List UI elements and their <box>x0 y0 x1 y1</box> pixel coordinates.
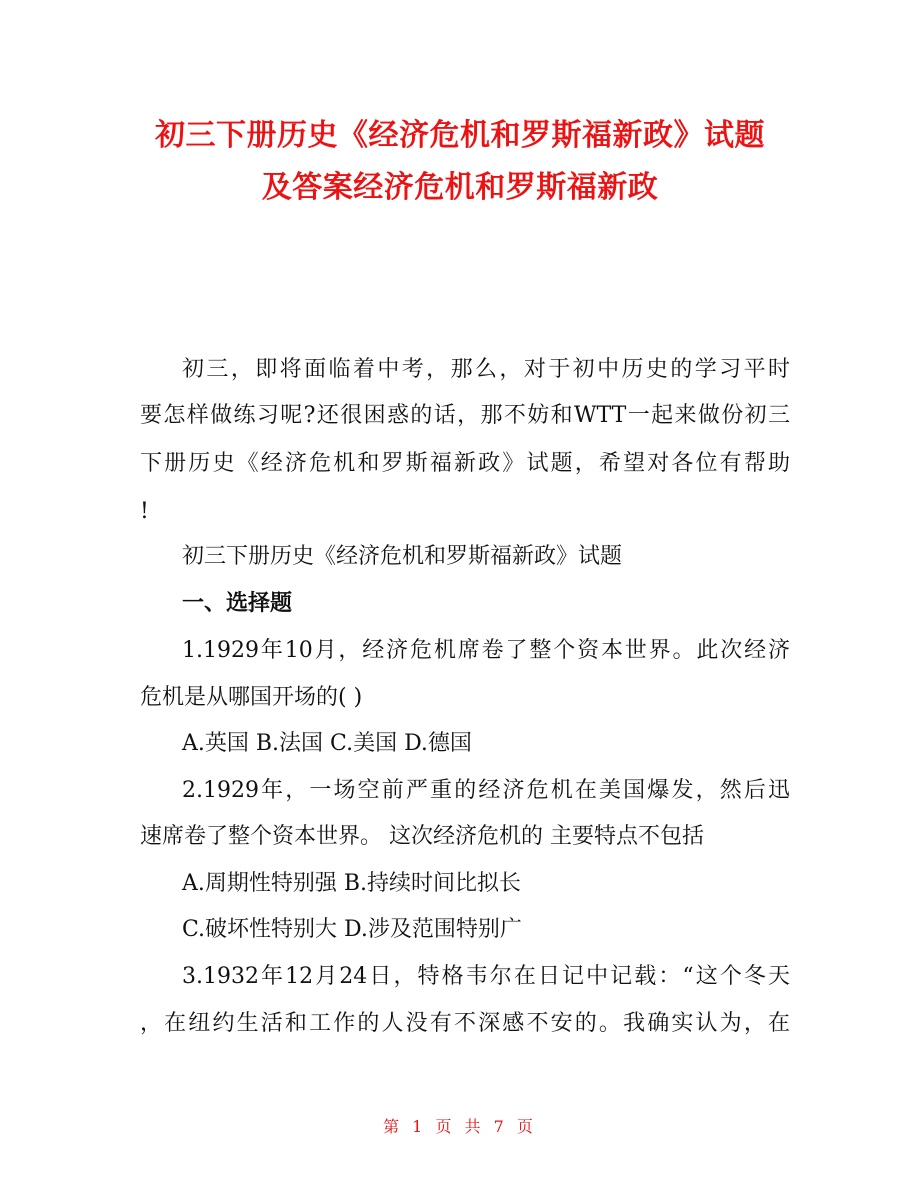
document-title-line-2: 及答案经济危机和罗斯福新政 <box>261 170 659 205</box>
subtitle: 初三下册历史《经济危机和罗斯福新政》试题 <box>182 544 623 569</box>
question-1-line-2: 危机是从哪国开场的( ) <box>140 685 363 710</box>
intro-line-2: 要怎样做练习呢?还很困惑的话，那不妨和WTT一起来做份初三 <box>140 403 790 428</box>
document-title-line-1: 初三下册历史《经济危机和罗斯福新政》试题 <box>155 118 765 153</box>
intro-line-1: 初三，即将面临着中考，那么，对于初中历史的学习平时 <box>182 357 790 382</box>
question-1-options: A.英国 B.法国 C.美国 D.德国 <box>182 731 472 756</box>
question-2-options-a: A.周期性特别强 B.持续时间比拟长 <box>182 871 522 896</box>
section-heading: 一、选择题 <box>182 591 293 616</box>
question-2-line-2: 速席卷了整个资本世界。 这次经济危机的 主要特点不包括 <box>140 824 704 849</box>
question-2-line-1: 2.1929年，一场空前严重的经济危机在美国爆发，然后迅 <box>182 778 790 803</box>
question-3-line-2: ，在纽约生活和工作的人没有不深感不安的。我确实认为，在 <box>140 1011 790 1036</box>
question-3-line-1: 3.1932年12月24日，特格韦尔在日记中记载：“这个冬天 <box>182 964 790 989</box>
page-footer: 第 1 页 共 7 页 <box>383 1117 537 1136</box>
intro-line-3: 下册历史《经济危机和罗斯福新政》试题，希望对各位有帮助 <box>140 451 790 476</box>
question-2-options-b: C.破坏性特别大 D.涉及范围特别广 <box>182 917 522 942</box>
question-1-line-1: 1.1929年10月，经济危机席卷了整个资本世界。此次经济 <box>182 638 790 663</box>
intro-line-4: ! <box>140 499 149 524</box>
